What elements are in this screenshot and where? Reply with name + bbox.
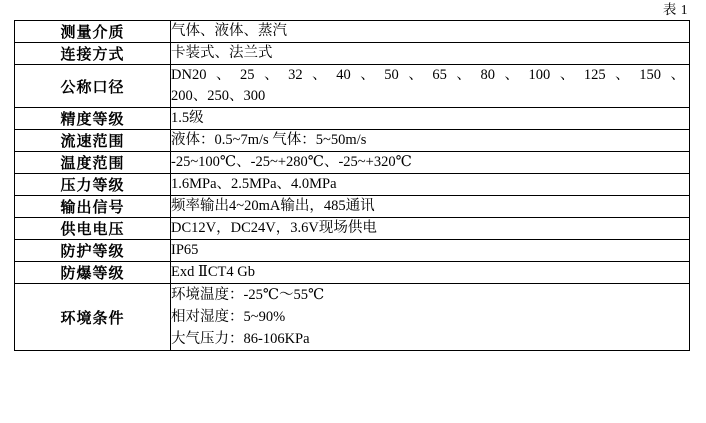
value-line: DC12V，DC24V，3.6V现场供电 bbox=[171, 220, 377, 236]
table-row bbox=[15, 21, 690, 43]
value-line: 卡装式、法兰式 bbox=[171, 45, 273, 61]
specification-table bbox=[14, 20, 690, 351]
table-row bbox=[15, 152, 690, 174]
row-label-nominal-diameter: 公称口径 bbox=[15, 65, 171, 108]
row-value-connection-type bbox=[171, 43, 690, 65]
row-label-output-signal: 输出信号 bbox=[15, 196, 171, 218]
row-label-flow-velocity-range: 流速范围 bbox=[15, 130, 171, 152]
value-line: 液体：0.5~7m/s 气体：5~50m/s bbox=[171, 132, 367, 148]
table-row bbox=[15, 108, 690, 130]
value-line: 气体、液体、蒸汽 bbox=[171, 23, 287, 39]
table-row bbox=[15, 284, 690, 351]
value-line: 频率输出4~20mA输出，485通讯 bbox=[171, 198, 375, 214]
value-line: Exd ⅡCT4 Gb bbox=[171, 264, 255, 280]
row-label-temperature-range: 温度范围 bbox=[15, 152, 171, 174]
value-line: 1.6MPa、2.5MPa、4.0MPa bbox=[171, 176, 337, 192]
row-label-explosion-proof-grade: 防爆等级 bbox=[15, 262, 171, 284]
table-row bbox=[15, 43, 690, 65]
value-line: DN20、25、32、40、50、65、80、100、125、150、 bbox=[171, 67, 685, 83]
value-line: 环境温度：-25℃～55℃ bbox=[171, 287, 325, 303]
row-label-protection-grade: 防护等级 bbox=[15, 240, 171, 262]
value-line: 1.5级 bbox=[171, 110, 204, 126]
value-line: 相对湿度：5~90% bbox=[171, 309, 286, 325]
row-label-accuracy-grade: 精度等级 bbox=[15, 108, 171, 130]
row-value-supply-voltage bbox=[171, 218, 690, 240]
row-label-connection-type: 连接方式 bbox=[15, 43, 171, 65]
row-label-pressure-grade: 压力等级 bbox=[15, 174, 171, 196]
row-label-supply-voltage: 供电电压 bbox=[15, 218, 171, 240]
table-row bbox=[15, 240, 690, 262]
value-line: 200、250、300 bbox=[171, 88, 266, 104]
row-value-output-signal bbox=[171, 196, 690, 218]
row-value-pressure-grade bbox=[171, 174, 690, 196]
row-value-nominal-diameter bbox=[171, 65, 690, 108]
table-row bbox=[15, 196, 690, 218]
table-row bbox=[15, 174, 690, 196]
value-line: IP65 bbox=[171, 242, 199, 258]
row-value-environment-conditions bbox=[171, 284, 690, 351]
row-label-measuring-medium: 测量介质 bbox=[15, 21, 171, 43]
row-value-protection-grade bbox=[171, 240, 690, 262]
row-value-measuring-medium bbox=[171, 21, 690, 43]
row-value-accuracy-grade bbox=[171, 108, 690, 130]
row-value-temperature-range bbox=[171, 152, 690, 174]
row-label-environment-conditions: 环境条件 bbox=[15, 284, 171, 351]
table-row bbox=[15, 65, 690, 108]
row-value-flow-velocity-range bbox=[171, 130, 690, 152]
table-row bbox=[15, 218, 690, 240]
value-line: 大气压力：86-106KPa bbox=[171, 331, 310, 347]
table-row bbox=[15, 130, 690, 152]
value-line: -25~100℃、-25~+280℃、-25~+320℃ bbox=[171, 154, 412, 170]
table-caption: 表 1 bbox=[662, 2, 688, 17]
row-value-explosion-proof-grade bbox=[171, 262, 690, 284]
table-row bbox=[15, 262, 690, 284]
